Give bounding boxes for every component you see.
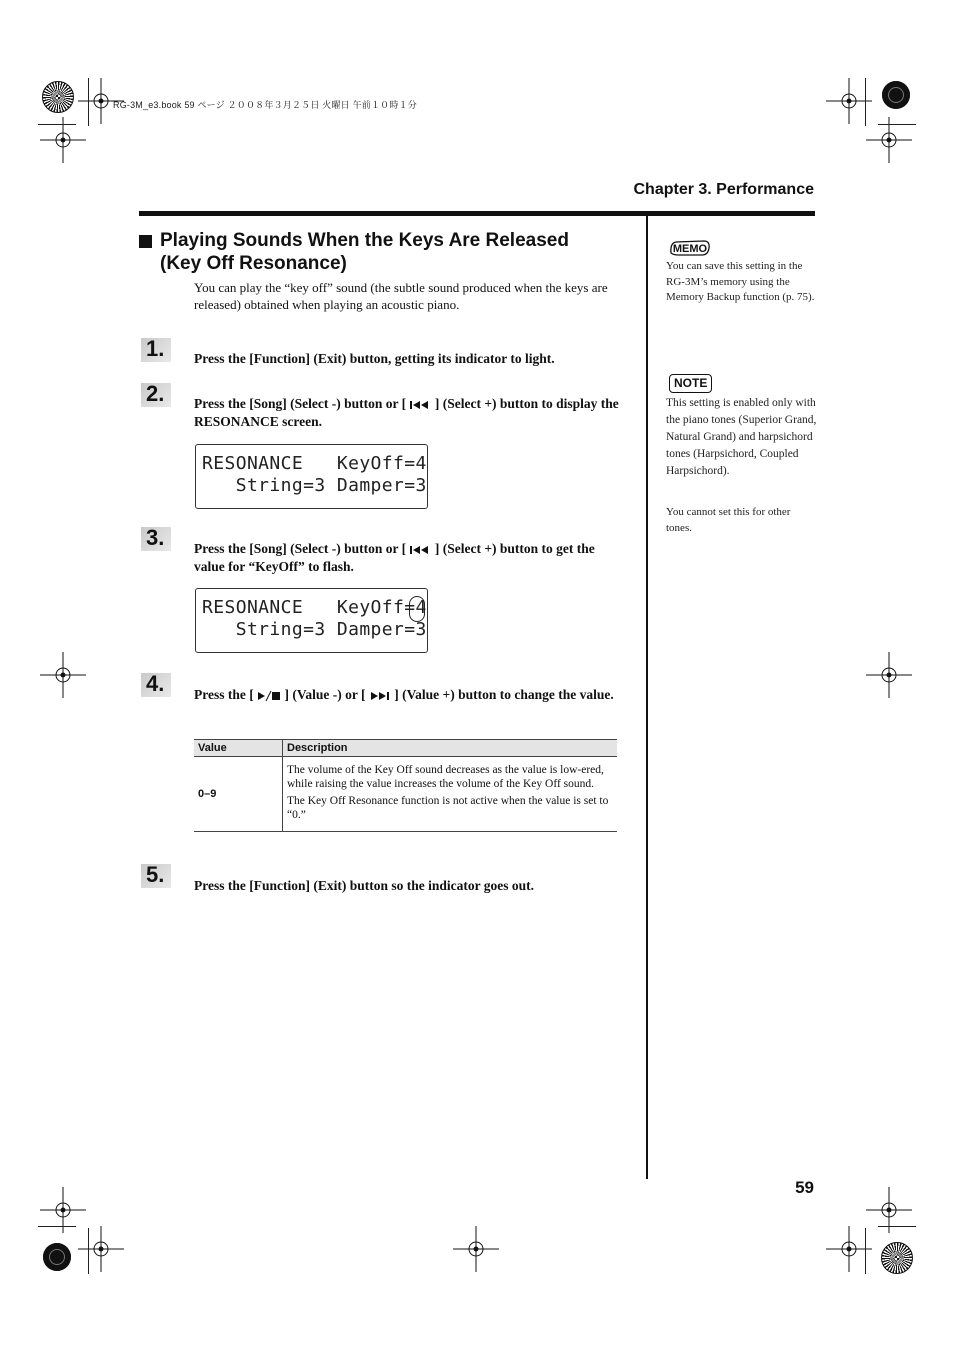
memo-badge-icon [668,238,712,258]
print-file-info: RG-3M_e3.book 59 ページ ２００８年３月２５日 火曜日 午前１０時１分 [113,100,417,110]
description-paragraph-2: The Key Off Resonance function is not active when the value is set to “0.” [287,795,609,821]
memo-text: You can save this setting in the RG-3M’s memory using the Memory Backup function (p. 75). [666,260,815,303]
step-number-4 [141,673,171,699]
keyoff-value-highlight-circle [409,596,425,622]
section-title-line2: (Key Off Resonance) [160,253,347,274]
step-1-text: Press the [Function] (Exit) button, getting its indicator to light. [194,351,555,366]
fast-forward-icon [369,691,391,701]
memo-label: MEMO [672,243,708,255]
print-dot-bottom-left [43,1243,71,1271]
description-paragraph-1: The volume of the Key Off sound decreases as the value is low-ered, while raising the value increases the volume of the Key Off sound. [287,764,604,790]
trim-line [878,1226,916,1227]
registration-mark-icon [453,1226,499,1272]
note-text-1: This setting is enabled only with the piano tones (Superior Grand, Natural Grand) and harpsichord tones (Harpsichord, Coupled Harpsichord). [666,397,817,477]
lcd-screen-resonance [195,444,428,509]
registration-mark-icon [78,1226,124,1272]
trim-line [38,1226,76,1227]
lcd-line-1: RESONANCE KeyOff=4 [202,597,427,618]
section-intro: You can play the “key off” sound (the subtle sound produced when the keys are released) obtained when playing an acoustic piano. [194,280,608,312]
print-dot-top-right [882,81,910,109]
column-divider [646,213,648,1179]
step-number-5 [141,864,171,890]
registration-mark-icon [40,652,86,698]
step-3-text-a: Press the [Song] (Select -) button or [ [194,541,407,556]
step-number-text: 2. [146,381,165,406]
step-4-text-c: ] (Value +) button to change the value. [394,687,614,702]
registration-mark-icon [866,652,912,698]
step-number-text: 3. [146,525,165,550]
print-rosette-top-left [42,81,74,113]
step-3-text [194,540,624,576]
rewind-icon [409,400,431,410]
page-number: 59 [795,1178,814,1197]
step-4-text [194,686,624,704]
lcd-line-1: RESONANCE KeyOff=4 [202,453,427,474]
top-rule [139,211,815,216]
section-bullet-icon [139,235,152,248]
trim-line [865,1228,866,1274]
trim-line [88,1228,89,1274]
note-text-2: You cannot set this for other tones. [666,506,791,534]
step-4-text-b: ] (Value -) or [ [284,687,366,702]
step-2-text [194,395,624,431]
step-number-text: 1. [146,336,165,361]
value-table [194,739,617,832]
step-number-text: 5. [146,862,165,887]
table-header-row [194,740,617,757]
chapter-title: Chapter 3. Performance [633,181,814,198]
lcd-line-2: String=3 Damper=3 [202,475,427,496]
trim-line [88,78,89,126]
print-rosette-bottom-right [881,1242,913,1274]
lcd-screen-keyoff-flash [195,588,428,653]
step-number-3 [141,527,171,553]
table-cell-value: 0–9 [194,757,283,832]
play-stop-icon [257,691,281,701]
table-header-value: Value [194,740,283,757]
trim-line [865,78,866,126]
table-header-description: Description [283,740,618,757]
step-2-text-b: ] (Select +) button to display the RESONANCE screen. [194,396,619,429]
step-5-text: Press the [Function] (Exit) button so the indicator goes out. [194,878,534,893]
step-number-text: 4. [146,671,165,696]
note-badge: NOTE [669,374,712,393]
section-title [160,229,630,275]
section-title-line1: Playing Sounds When the Keys Are Released [160,230,569,251]
step-4-text-a: Press the [ [194,687,254,702]
rewind-icon [409,545,431,555]
step-number-2 [141,383,171,409]
step-2-text-a: Press the [Song] (Select -) button or [ [194,396,407,411]
step-3-text-b: ] (Select +) button to get the value for “KeyOff” to flash. [194,541,595,574]
lcd-line-2: String=3 Damper=3 [202,619,427,640]
table-cell-description [283,757,618,832]
step-number-1 [141,338,171,364]
trim-line [878,124,916,125]
table-row [194,757,617,832]
trim-line [38,124,76,125]
